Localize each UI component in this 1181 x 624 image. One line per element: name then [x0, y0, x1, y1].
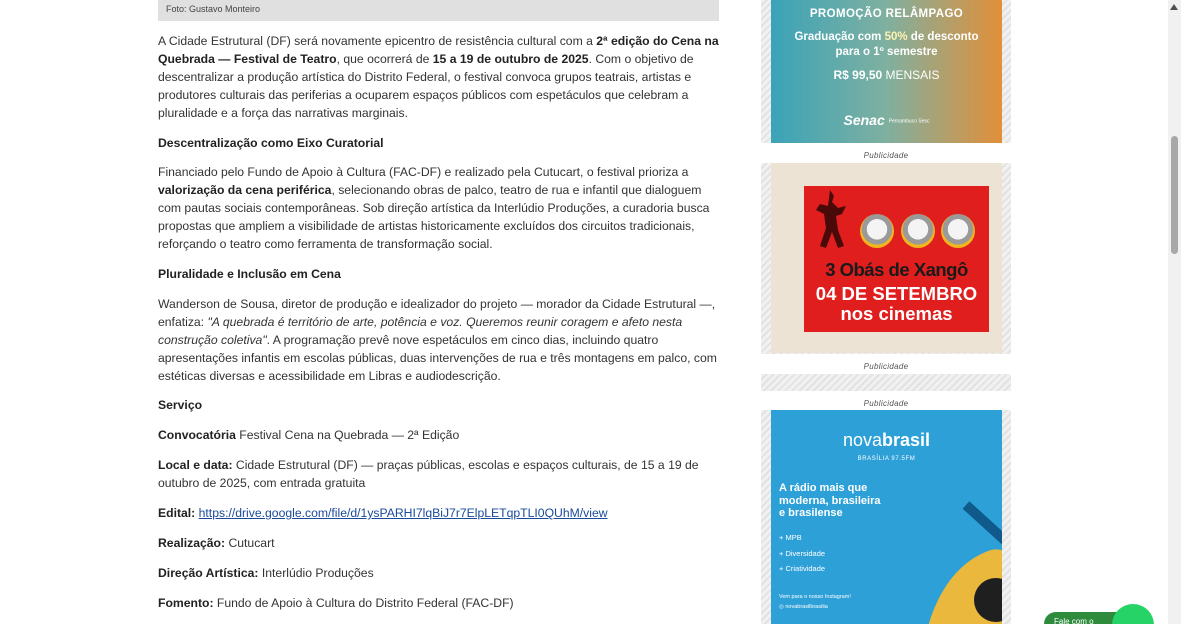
- ad-price: R$ 99,50 MENSAIS: [833, 68, 940, 82]
- radio-instagram: Vem para o nosso Instagram! ◎ novabrasilbrasilia: [779, 594, 851, 610]
- text: . A programação prevê nove espetáculos em cinco dias, incluindo quatro apresentações infantis em escolas públicas, duas intervenções de rua e três montagens em palco, com estéticas diversas e acessibilidade em Libras e audiodescrição.: [158, 332, 717, 383]
- article-paragraph: [158, 164, 720, 254]
- article-body: [158, 33, 720, 624]
- edital-link[interactable]: https://drive.google.com/file/d/1ysPARHI7lqBiJ7r7ElpLETqpTLI0QUhM/view: [198, 506, 608, 521]
- scroll-thumb[interactable]: [1171, 136, 1178, 254]
- page-scrollbar[interactable]: [1168, 0, 1181, 624]
- section-heading: Pluralidade e Inclusão em Cena: [158, 266, 341, 281]
- service-realizacao: Realização: Cutucart: [158, 535, 275, 550]
- text-bold: 2ª edição do Cena na Quebrada — Festival de Teatro: [158, 34, 719, 66]
- text-bold: 15 a 19 de outubro de 2025: [432, 51, 589, 66]
- movie-title: 3 Obás de Xangô: [825, 259, 968, 280]
- radio-brand: novabrasil: [842, 430, 931, 450]
- text: , selecionando obras de palco, teatro de rua e infantil que dialoguem com pautas sociais contemporâneas. Sob direção artística da Interlúdio Produções, a curadoria busca propostas que ampliem a visibilidade de artistas historicamente excluídos dos circuitos tradicionais, reforçando o teatro como ferramenta de transformação social.: [158, 183, 710, 252]
- text: , que ocorrerá de: [336, 51, 433, 66]
- text: Wanderson de Sousa, diretor de produção e idealizador do projeto — morador da Cidade Estrutural —, enfatiza:: [158, 296, 716, 329]
- text: A Cidade Estrutural (DF) será novamente epicentro de resistência cultural com a: [158, 34, 597, 48]
- ad-label: Publicidade: [863, 399, 909, 408]
- portrait-1: [860, 214, 894, 248]
- radio-headline: A rádio mais que moderna, brasileira e brasilense: [779, 482, 881, 519]
- scroll-up-arrow-icon[interactable]: [1170, 4, 1178, 10]
- ad-movie-banner[interactable]: [771, 163, 1002, 353]
- text: Financiado pelo Fundo de Apoio à Cultura (FAC-DF) e realizado pela Cutucart, o festival prioriza a: [158, 165, 689, 180]
- service-place: Local e data: Cidade Estrutural (DF) — praças públicas, escolas e espaços culturais, de 15 a 19 de outubro de 2025, com entrada gratuita: [158, 458, 699, 491]
- text-bold: valorização da cena periférica: [158, 183, 332, 198]
- ad-movie-poster: [804, 186, 989, 332]
- ad-label: Publicidade: [863, 151, 909, 160]
- service-edital: Edital: https://drive.google.com/file/d/1ysPARHI7lqBiJ7r7ElpLETqpTLI0QUhM/view: [158, 506, 608, 521]
- text: . Com o objetivo de descentralizar a produção artística do Distrito Federal, o festival convoca grupos teatrais, artistas e produtores culturais das periferias a ocuparem espaços públicos com espetáculos que celebram a pluralidade e a força das narrativas marginais.: [158, 51, 694, 120]
- article-paragraph: [158, 33, 720, 123]
- portrait-3: [941, 214, 975, 248]
- ad-frame: [761, 163, 1011, 354]
- section-heading: Descentralização como Eixo Curatorial: [158, 135, 384, 150]
- radio-frequency: BRASÍLIA 97.5FM: [857, 456, 916, 462]
- ad-text: Graduação com 50% de desconto para o 1º semestre: [794, 31, 979, 58]
- service-fomento: Fomento: Fundo de Apoio à Cultura do Distrito Federal (FAC-DF): [158, 595, 514, 610]
- ad-frame: [761, 410, 1011, 624]
- service-direcao: Direção Artística: Interlúdio Produções: [158, 565, 374, 580]
- photo-caption-bar: [158, 0, 719, 21]
- photo-caption: Foto: Gustavo Monteiro: [166, 4, 261, 14]
- guitar-illustration: [921, 500, 1002, 624]
- ad-radio-banner[interactable]: [771, 410, 1002, 624]
- whatsapp-label: Fale com o: [1054, 617, 1094, 624]
- radio-features: + MPB + Diversidade + Criatividade: [779, 533, 826, 573]
- ad-label: Publicidade: [863, 362, 909, 371]
- portrait-2: [901, 214, 935, 248]
- movie-date: 04 DE SETEMBRO nos cinemas: [815, 283, 978, 324]
- ad-text: PROMOÇÃO RELÂMPAGO: [809, 8, 964, 20]
- senac-logo: Senac Pernambuco Sesc: [843, 112, 930, 128]
- ad-senac-banner[interactable]: [771, 0, 1002, 143]
- ad-frame: [761, 0, 1011, 143]
- dancer-illustration: [808, 186, 858, 258]
- service-call: Convocatória Festival Cena na Quebrada — 2ª Edição: [158, 428, 460, 443]
- quote: "A quebrada é território de arte, potência e voz. Queremos reunir coragem e afeto nesta construção coletiva": [158, 314, 683, 347]
- whatsapp-icon[interactable]: [1112, 604, 1154, 624]
- article-paragraph: [158, 296, 720, 386]
- ad-frame-empty: [761, 374, 1011, 391]
- section-heading: Serviço: [158, 398, 203, 413]
